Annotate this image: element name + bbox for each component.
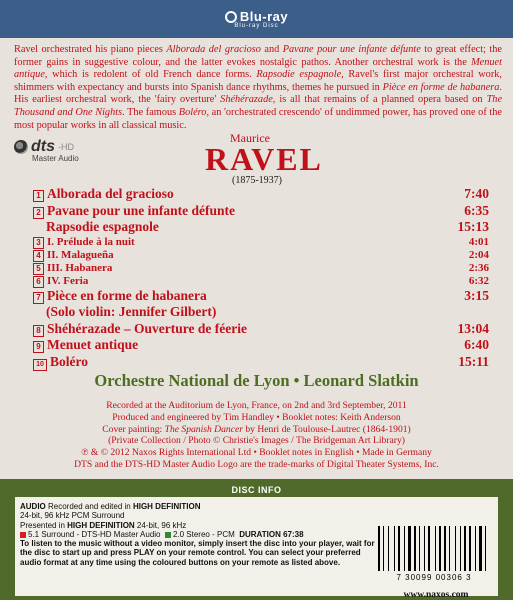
barcode [378,519,490,571]
composer-first-name: Maurice [230,131,270,145]
track-row [33,249,489,262]
track-row [33,219,489,236]
composer-dates: (1875-1937) [232,175,282,186]
disc-info-title: DISC INFO [231,485,282,495]
track-time: 13:04 [457,320,489,336]
track-number: 1 [33,190,44,202]
track-row [33,236,489,249]
green-button-icon [165,532,171,538]
track-row [33,275,489,288]
top-banner [0,0,513,38]
track-number: 8 [33,325,44,337]
composer-last-name: RAVEL [205,141,323,177]
track-title: Menuet antique [47,337,139,352]
track-number: 7 [33,292,44,304]
track-row [33,337,489,354]
track-time: 6:32 [468,274,489,287]
barcode-number: 7 30099 00306 3 [396,573,472,582]
track-row [33,354,489,371]
track-row [33,288,489,305]
track-row [33,203,489,220]
dts-logo: dts -HD Master Audio [14,138,79,163]
track-title: Pavane pour une infante défunte [47,202,236,218]
track-number: 6 [33,276,44,288]
track-title: Alborada del gracioso [47,186,174,201]
track-time: 6:40 [464,337,489,352]
track-row [33,262,489,275]
track-number: 9 [33,341,44,353]
track-row [33,304,489,321]
track-time: 15:11 [458,353,489,369]
track-number: 2 [33,207,44,219]
track-title: IV. Feria [47,274,89,287]
track-number: 10 [33,359,47,371]
track-number: 4 [33,250,44,262]
track-title: III. Habanera [47,261,113,274]
track-title: II. Malagueña [47,248,114,261]
track-time: 3:15 [464,287,489,303]
track-row [33,321,489,338]
track-time: 6:35 [464,202,489,218]
dts-swirl-icon [14,140,28,154]
track-number: 5 [33,263,44,275]
track-title: (Solo violin: Jennifer Gilbert) [46,304,217,319]
performers: Orchestre National de Lyon • Leonard Slatkin [94,371,419,390]
website-url: www.naxos.com [403,590,469,600]
track-title: Rapsodie espagnole [46,219,159,234]
track-title: Shéhérazade – Ouverture de féerie [47,320,247,336]
track-row [33,186,489,203]
track-time: 2:36 [468,261,489,274]
track-list [33,186,489,371]
bluray-logo: Blu-ray Blu-ray Disc [225,9,288,29]
intro-paragraph: Ravel orchestrated his piano pieces Alborada del gracioso and Pavane pour une infante défunte to great effect; the former gains in suggestive colour, and the latter evokes nostalgic pathos. Another orchestral work is the Menuet antique, which is redolent of old French dance forms. Rapsodie espagnole, Ravel's first major orchestral work, shimmers with expectancy and bursts into Spanish dance rhythms, themes he pursued in Pièce en forme de habanera. His earliest orchestral work, the 'fairy overture' Shéhérazade, is all that remains of a planned opera based on The Thousand and One Nights. The famous Boléro, an 'orchestrated crescendo' of undimmed power, has proved one of the most popular works in all classical music. [14,44,503,131]
track-time: 15:13 [457,219,489,234]
track-number: 3 [33,237,44,249]
track-time: 4:01 [468,235,489,248]
disc-icon [225,11,237,23]
track-title: I. Prélude à la nuit [47,235,135,248]
red-button-icon [20,532,26,538]
credits: Recorded at the Auditorium de Lyon, France, on 2nd and 3rd September, 2011 Produced and engineered by Tim Handley • Booklet notes: Keith Anderson Cover painting: The Spanish Dancer by Henri de Toulouse-Lautrec (1864-1901) (Private Collection / Photo © Christie's Images / The Bridgeman Art Library) ℗ & © 2012 Naxos Rights International Ltd • Booklet notes in English • Made in Germany DTS and the DTS-HD Master Audio Logo are the trade-marks of Digital Theater Systems, Inc. [74,400,439,470]
track-title: Pièce en forme de habanera [47,287,207,303]
track-time: 7:40 [464,186,489,201]
disc-info-text: AUDIO Recorded and edited in HIGH DEFINITION 24-bit, 96 kHz PCM Surround Presented in HIGH DEFINITION 24-bit, 96 kHz 5.1 Surround - DTS-HD Master Audio 2.0 Stereo - PCM DURATION 67:38 To listen to the music without a video monitor, simply insert the disc into your player, wait for the disc to start up and press PLAY on your remote control. You can select your preferred audio format at any time using the coloured buttons on your remote as listed above. [20,502,375,567]
track-time: 2:04 [468,248,489,261]
track-title: Boléro [50,353,88,369]
